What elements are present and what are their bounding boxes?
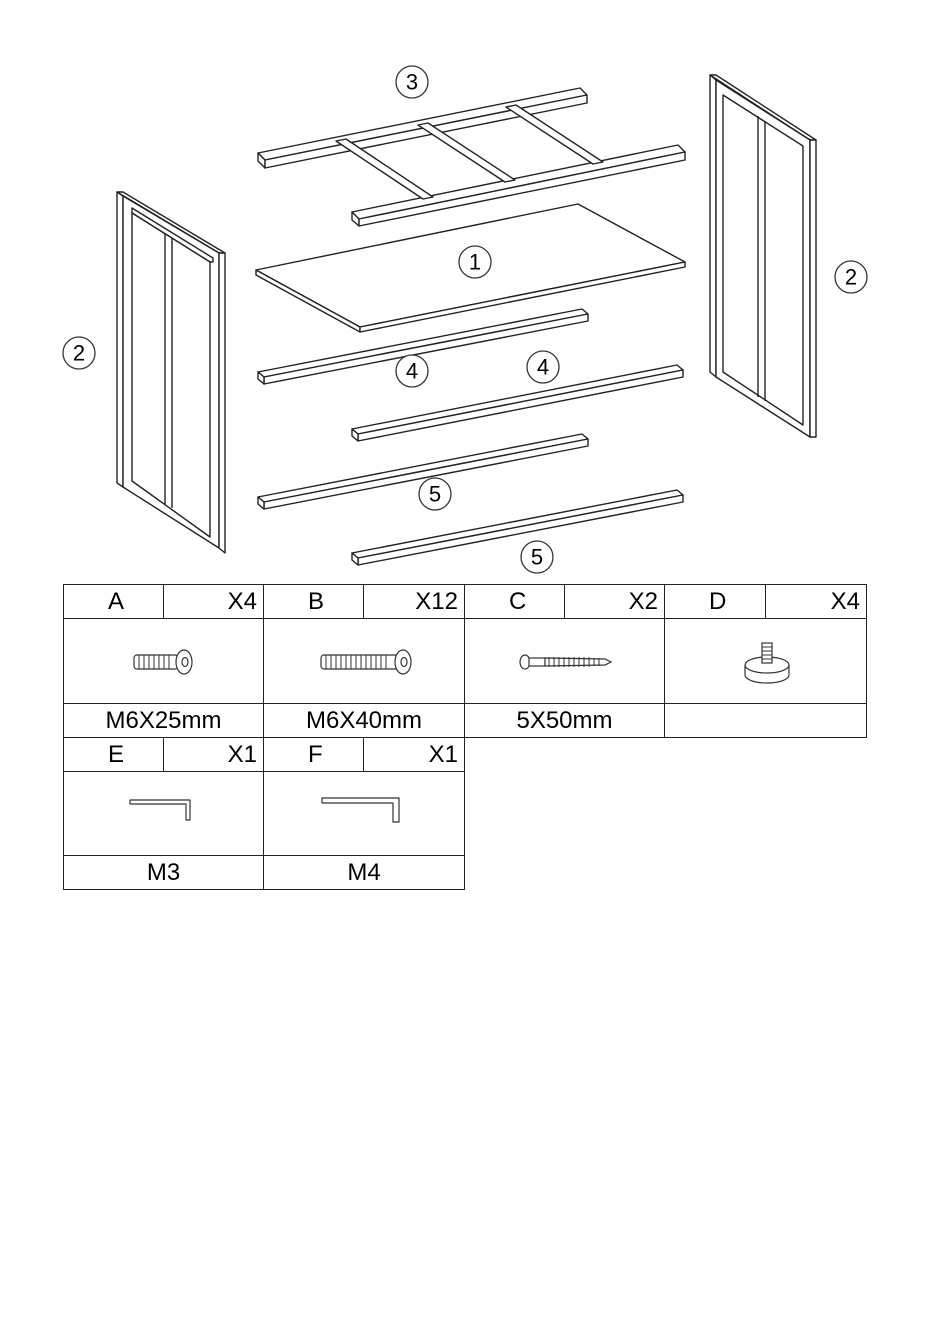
hardware-size-d — [664, 703, 867, 738]
callout-part-2-left — [63, 337, 95, 369]
hardware-letter-f: F — [263, 737, 364, 772]
hardware-table — [63, 584, 867, 890]
hardware-size-a: M6X25mm — [63, 703, 264, 738]
side-frame-right — [710, 75, 816, 437]
exploded-assembly-diagram — [0, 0, 933, 580]
svg-text:5: 5 — [428, 481, 442, 507]
top-frame — [258, 88, 685, 226]
svg-text:3: 3 — [405, 69, 419, 95]
hardware-qty-d: X4 — [765, 584, 867, 619]
svg-text:2: 2 — [72, 340, 86, 366]
callout-part-2-right — [835, 261, 867, 293]
hardware-image-f — [263, 771, 465, 856]
allen-key-icon — [264, 772, 466, 857]
svg-text:5: 5 — [530, 544, 544, 570]
hardware-letter-c: C — [464, 584, 565, 619]
hardware-image-a — [63, 618, 264, 704]
callout-part-1 — [459, 246, 491, 278]
svg-text:4: 4 — [536, 354, 550, 380]
hardware-image-d — [664, 618, 867, 704]
svg-text:1: 1 — [468, 249, 482, 275]
side-frame-left — [117, 192, 225, 553]
hardware-letter-b: B — [263, 584, 364, 619]
wood-screw-icon — [465, 619, 666, 705]
hardware-qty-b: X12 — [363, 584, 465, 619]
hardware-letter-d: D — [664, 584, 766, 619]
hardware-qty-e: X1 — [163, 737, 264, 772]
svg-text:4: 4 — [405, 358, 419, 384]
hardware-image-e — [63, 771, 264, 856]
callout-part-4-right — [527, 351, 559, 383]
allen-key-icon — [64, 772, 265, 857]
callout-part-5-right — [521, 541, 553, 573]
svg-text:2: 2 — [844, 264, 858, 290]
hardware-letter-a: A — [63, 584, 164, 619]
callout-part-4-left — [396, 355, 428, 387]
hardware-qty-f: X1 — [363, 737, 465, 772]
rail-5-right — [352, 490, 683, 565]
leveling-foot-icon — [665, 619, 868, 705]
hardware-size-e: M3 — [63, 855, 264, 890]
hardware-letter-e: E — [63, 737, 164, 772]
hardware-image-b — [263, 618, 465, 704]
callout-part-5-left — [419, 478, 451, 510]
hardware-size-f: M4 — [263, 855, 465, 890]
hardware-qty-a: X4 — [163, 584, 264, 619]
long-bolt-icon — [264, 619, 466, 705]
hardware-qty-c: X2 — [564, 584, 665, 619]
short-bolt-icon — [64, 619, 265, 705]
callout-part-3 — [396, 66, 428, 98]
hardware-size-c: 5X50mm — [464, 703, 665, 738]
hardware-size-b: M6X40mm — [263, 703, 465, 738]
hardware-image-c — [464, 618, 665, 704]
